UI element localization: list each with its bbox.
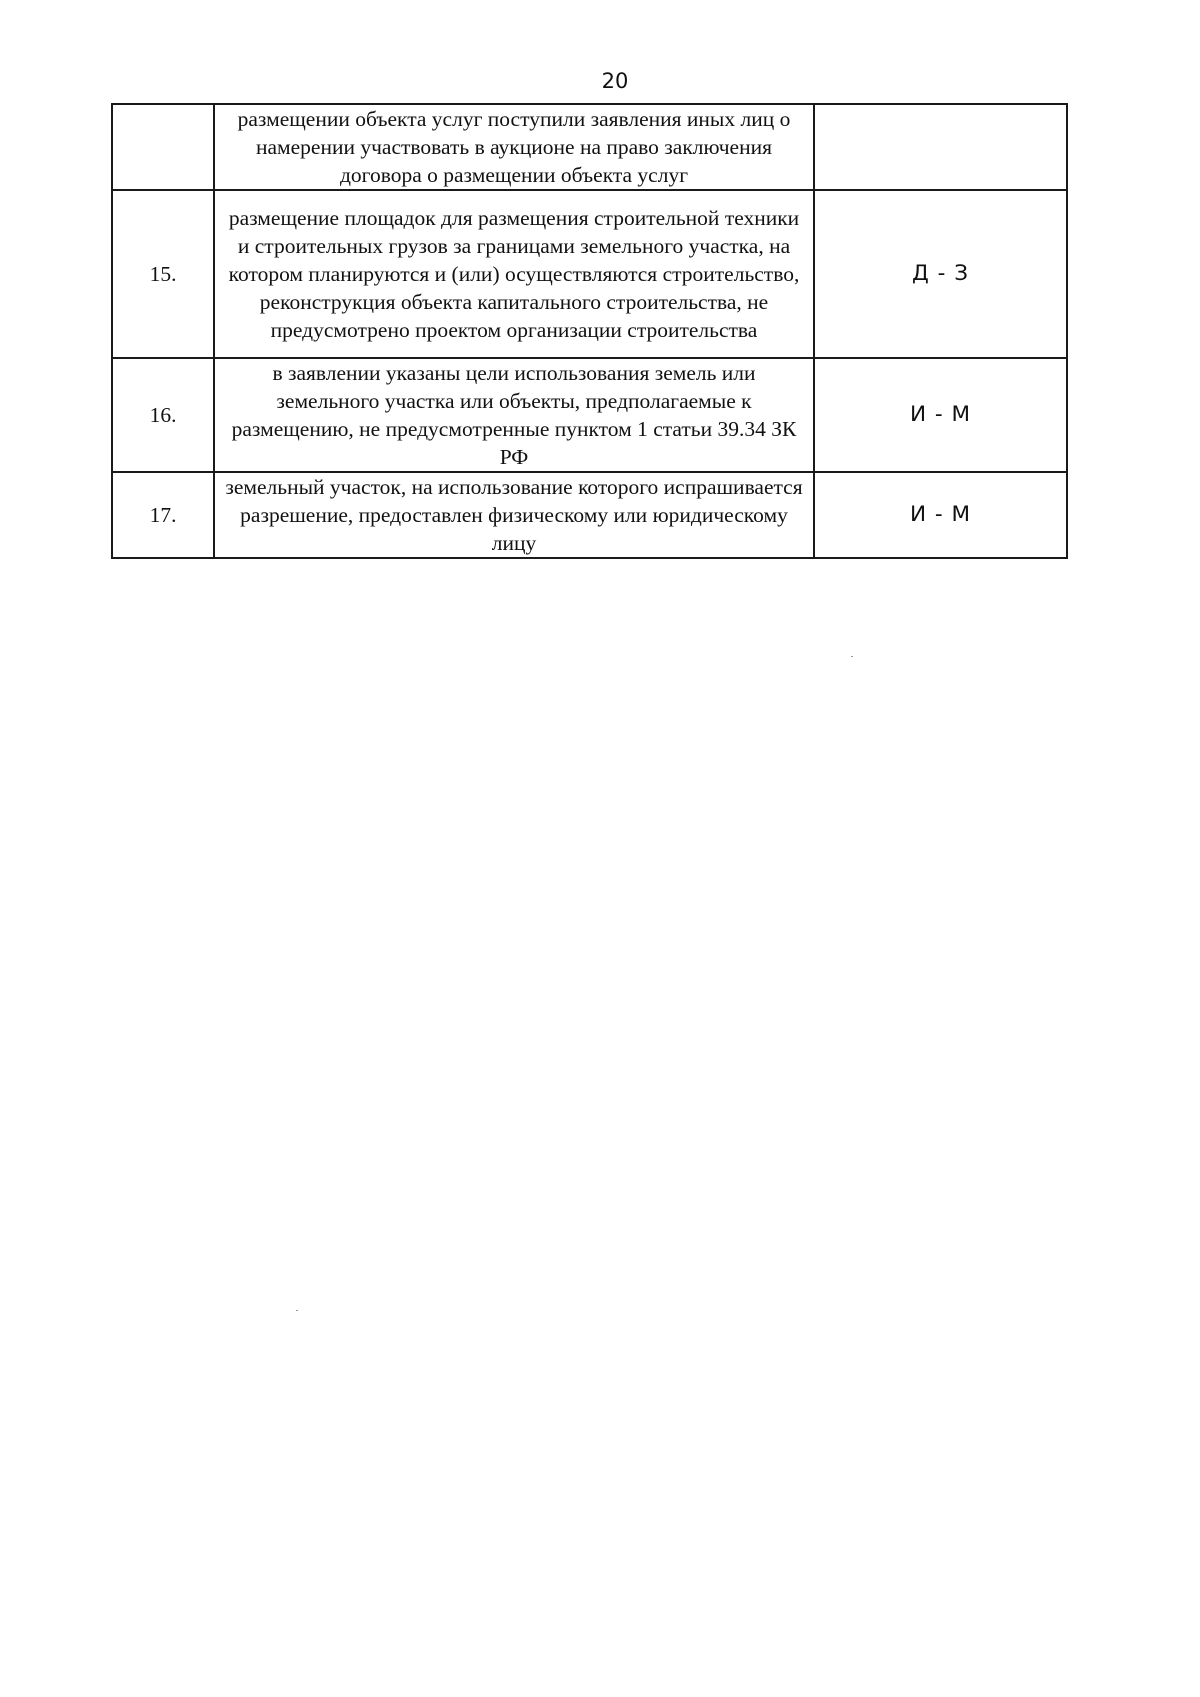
row-number-cell xyxy=(112,104,214,190)
conditions-table xyxy=(111,103,1068,559)
row-description-cell: земельный участок, на использование которого испрашивается разрешение, предоставлен физическому или юридическому лицу xyxy=(214,472,814,558)
row-number-cell: 15. xyxy=(112,190,214,358)
page-number: 20 xyxy=(601,69,629,93)
table-row xyxy=(112,190,1067,358)
row-number-cell: 17. xyxy=(112,472,214,558)
row-description-cell: размещение площадок для размещения строительной техники и строительных грузов за границами земельного участка, на котором планируются и (или) осуществляются строительство, реконструкция объекта капитального строительства, не предусмотрено проектом организации строительства xyxy=(214,190,814,358)
row-code-cell: И - М xyxy=(814,472,1067,558)
row-code-cell xyxy=(814,104,1067,190)
row-description-cell: размещении объекта услуг поступили заявления иных лиц о намерении участвовать в аукционе на право заключения договора о размещении объекта услуг xyxy=(214,104,814,190)
row-code-cell: И - М xyxy=(814,358,1067,472)
table-row xyxy=(112,104,1067,190)
scan-speck xyxy=(851,656,853,657)
row-code-cell: Д - З xyxy=(814,190,1067,358)
table-row xyxy=(112,358,1067,472)
table-row xyxy=(112,472,1067,558)
row-description-cell: в заявлении указаны цели использования земель или земельного участка или объекты, предполагаемые к размещению, не предусмотренные пунктом 1 статьи 39.34 ЗК РФ xyxy=(214,358,814,472)
scan-speck xyxy=(296,1310,298,1311)
row-number-cell: 16. xyxy=(112,358,214,472)
